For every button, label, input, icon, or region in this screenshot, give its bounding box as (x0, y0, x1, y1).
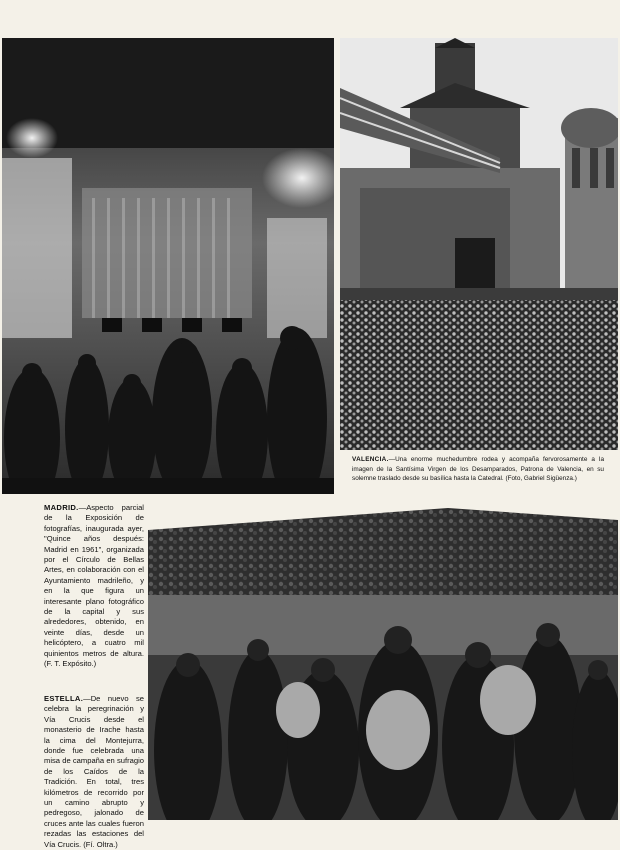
valencia-crowd-photo (340, 38, 618, 450)
madrid-caption-text: —Aspecto parcial de la Exposición de fotografías, inaugurada ayer, "Quince años después: Madrid en 1961", organizada por el Círculo de Bellas Artes, en colaboración con el Ayuntamiento madrileño, y en la que figura un interesante plano fotográfico de la capital y sus alrededores, obtenido, en veinte días, desde un helicóptero, a cuatro mil quinientos metros de altura. (F. T. Expósito.) (44, 503, 144, 669)
valencia-caption-lead: VALENCIA. (352, 456, 389, 463)
valencia-caption (352, 455, 604, 484)
estella-caption-lead: ESTELLA. (44, 694, 84, 703)
hillside-procession-photo-icon (148, 500, 618, 820)
estella-caption (44, 694, 144, 850)
exhibition-photo-icon (2, 38, 334, 494)
valencia-caption-text: —Una enorme muchedumbre rodea y acompaña fervorosamente a la imagen de la Santísima Virgen de los Desamparados, Patrona de Valencia, en su solemne traslado desde su basílica hasta la Catedral. (Foto, Gabriel Sigüenza.) (352, 456, 604, 483)
estella-caption-text: —De nuevo se celebra la peregrinación y Vía Crucis desde el monasterio de Irache hasta la cima del Montejurra, donde fue celebrada una misa de campaña en sufragio de los Caídos de la Tradición. En total, tres kilómetros de recorrido por un camino abrupto y pedregoso, jalonado de cruces ante las cuales fueron rezadas las estaciones del Vía Crucis. (Fí. Oltra.) (44, 694, 144, 849)
madrid-exhibition-photo (2, 38, 334, 494)
madrid-caption-lead: MADRID. (44, 503, 79, 512)
madrid-caption (44, 503, 144, 670)
cathedral-crowd-photo-icon (340, 38, 618, 450)
estella-procession-photo (148, 500, 618, 820)
